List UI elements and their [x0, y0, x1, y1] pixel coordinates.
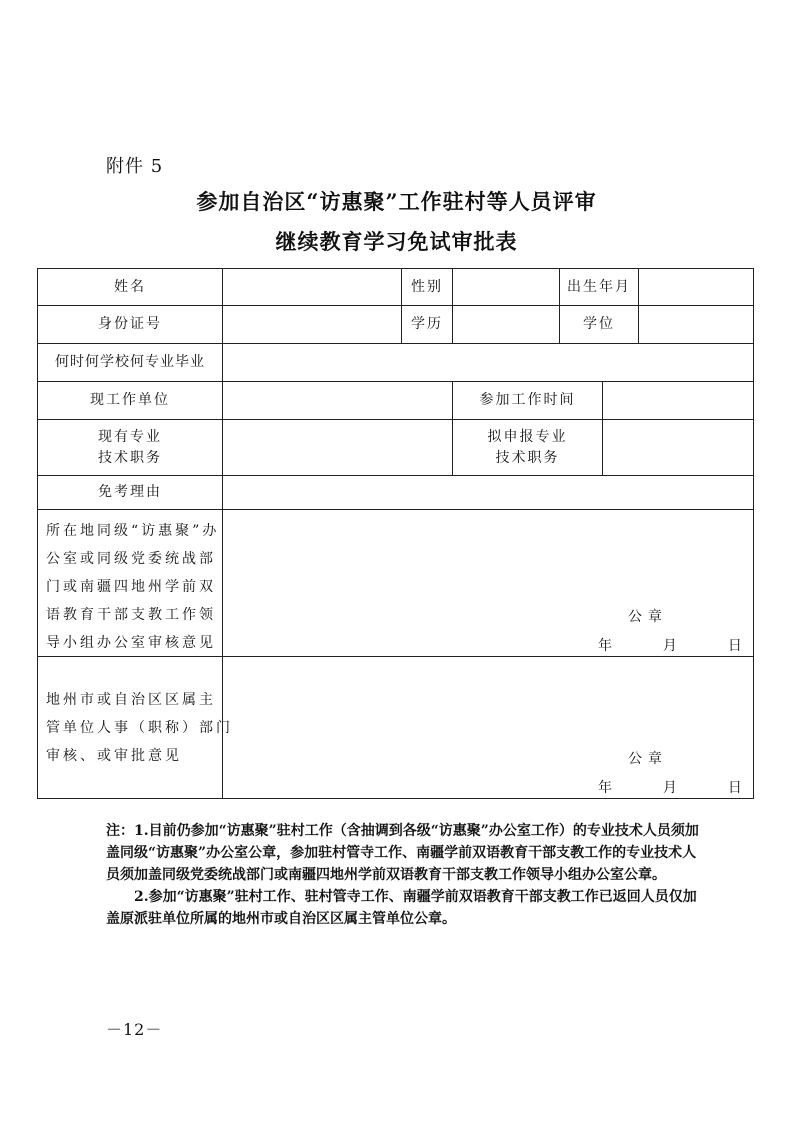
workplace-label: 现工作单位: [90, 392, 170, 408]
birth-date-field[interactable]: [639, 269, 753, 305]
year-label: 年: [598, 638, 618, 654]
day-label: 日: [727, 780, 748, 796]
form-title-line2: 继续教育学习免试审批表: [275, 229, 518, 254]
review2-label: [46, 686, 233, 770]
birth-date-label: 出生年月: [567, 278, 631, 295]
review2-line: 审核、或审批意见: [46, 748, 182, 764]
approval-form-table: [37, 268, 754, 799]
day-label: 日: [727, 638, 748, 654]
education-field[interactable]: [453, 306, 559, 343]
note-1: 注：1.目前仍参加“访惠聚”驻村工作（含抽调到各级“访惠聚”办公室工作）的专业技术人员须加盖同级“访惠聚”办公室公章，参加驻村管寺工作、南疆学前双语教育干部支教工作的专业技术人员须加盖同级党委统战部门或南疆四地州学前双语教育干部支教工作领导小组办公室公章。: [106, 823, 699, 883]
exemption-reason-field[interactable]: [223, 476, 753, 509]
review2-seal: 公章: [628, 751, 668, 767]
review2-line: 管单位人事（职称）部门: [46, 720, 233, 736]
name-field[interactable]: [223, 269, 401, 305]
work-start-label: 参加工作时间: [479, 392, 576, 408]
applied-title-label-line2: 技术职务: [495, 449, 560, 466]
id-number-label: 身份证号: [98, 316, 162, 332]
workplace-field[interactable]: [223, 382, 452, 419]
year-label: 年: [598, 780, 618, 796]
degree-field[interactable]: [639, 306, 753, 343]
month-label: 月: [662, 638, 683, 654]
page-number: －12－: [106, 1020, 163, 1039]
review2-line: 地州市或自治区区属主: [46, 692, 216, 708]
month-label: 月: [662, 780, 683, 796]
review1-line: 公室或同级党委统战部: [46, 551, 216, 567]
education-label: 学历: [411, 316, 443, 332]
degree-label: 学位: [583, 316, 615, 332]
gender-label: 性别: [411, 278, 443, 295]
exemption-reason-label: 免考理由: [98, 484, 162, 500]
applied-title-field[interactable]: [603, 420, 753, 475]
attachment-label: 附件 5: [106, 156, 164, 177]
applied-title-label-line1: 拟申报专业: [487, 428, 568, 445]
graduation-field[interactable]: [223, 344, 753, 381]
form-title-line1: 参加自治区“访惠聚”工作驻村等人员评审: [196, 189, 597, 214]
review1-seal: 公章: [628, 609, 668, 625]
review1-line: 门或南疆四地州学前双: [46, 579, 216, 595]
form-notes: [106, 820, 706, 930]
current-title-field[interactable]: [223, 420, 452, 475]
review1-line: 导小组办公室审核意见: [46, 635, 216, 651]
id-number-field[interactable]: [223, 306, 401, 343]
note-2: 2.参加“访惠聚”驻村工作、驻村管寺工作、南疆学前双语教育干部支教工作已返回人员仅加盖原派驻单位所属的地州市或自治区区属主管单位公章。: [106, 889, 697, 927]
review1-line: 所在地同级“访惠聚”办: [46, 523, 220, 539]
current-title-label-line1: 现有专业: [98, 428, 162, 445]
graduation-label: 何时何学校何专业毕业: [55, 354, 205, 370]
name-label: 姓名: [114, 278, 146, 295]
review1-date: [598, 635, 748, 655]
applied-title-label: [453, 420, 602, 475]
review1-line: 语教育干部支教工作领: [46, 607, 216, 623]
current-title-label: [38, 420, 222, 475]
review2-date: [598, 777, 748, 797]
review1-label: [46, 517, 219, 657]
work-start-field[interactable]: [603, 382, 753, 419]
gender-field[interactable]: [453, 269, 559, 305]
current-title-label-line2: 技术职务: [98, 449, 162, 466]
